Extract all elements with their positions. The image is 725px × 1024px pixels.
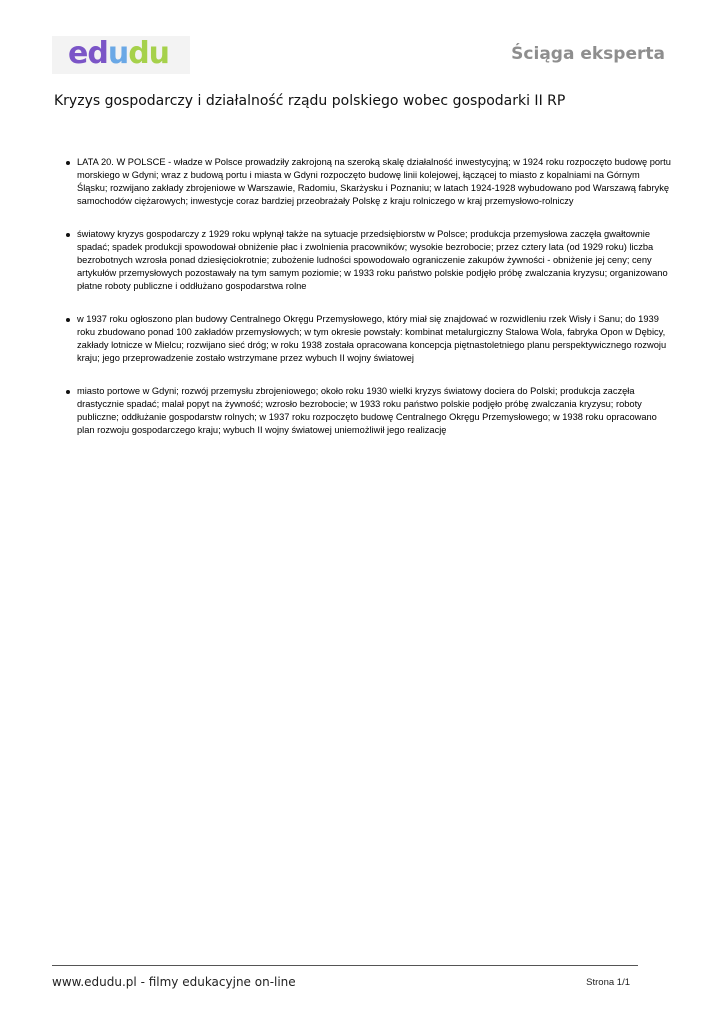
list-item-text: w 1937 roku ogłoszono plan budowy Centralnego Okręgu Przemysłowego, który miał się znajdować w rozwidleniu rzek Wisły i Sanu; do 1939 roku zbudowano ponad 100 zakładów przemysłowych; w tym okresie powstały: kombinat metalurgiczny Stalowa Wola, fabryka Opon w Dębicy, zakłady lotnicze w Mielcu; rozwijano sieć dróg; w roku 1938 została opracowana koncepcja piętnastoletniego planu perspektywicznego rozwoju kraju; jego przeprowadzenie zostało wstrzymane przez wybuch II wojny światowej	[77, 314, 667, 363]
brand-tagline: Ściąga eksperta	[511, 44, 665, 64]
list-item-text: światowy kryzys gospodarczy z 1929 roku wpłynął także na sytuacje przedsiębiorstw w Polsce; produkcja przemysłowa zaczęła gwałtownie spadać; spadek produkcji spowodował obniżenie płac i zwolnienia pracowników; wysokie bezrobocie; przez cztery lata (od 1929 roku) liczba bezrobotnych wzrosła ponad dziesięciokrotnie; zubożenie ludności spowodowało ograniczenie zakupów żywności - obniżenie jej ceny; ceny artykułów przemysłowych pozostawały na tym samym poziomie; w 1933 roku państwo polskie podjęło próbę zwalczania kryzysu; organizowano płatne roboty publiczne i oddłużano gospodarstwa rolne	[77, 229, 668, 291]
list-item	[66, 228, 671, 293]
logo-part-2: u	[107, 36, 129, 71]
footer-site-link[interactable]: www.edudu.pl - filmy edukacyjne on-line	[52, 975, 296, 989]
logo-part-3: du	[128, 36, 170, 71]
logo-wordmark	[68, 36, 169, 72]
bullet-icon	[66, 161, 70, 165]
bullet-icon	[66, 318, 70, 322]
bullet-list	[66, 156, 671, 457]
list-item-text: LATA 20. W POLSCE - władze w Polsce prowadziły zakrojoną na szeroką skalę działalność inwestycyjną; w 1924 roku rozpoczęto budowę portu morskiego w Gdyni; wraz z budową portu i miasta w Gdyni rozpoczęto budowę linii kolejowej, łączącej to miasto z kopalniami na Górnym Śląsku; rozwijano zakłady zbrojeniowe w Warszawie, Radomiu, Skarżysku i Poznaniu; w latach 1924-1928 wybudowano pod Warszawą fabrykę samochodów ciężarowych; inwestycje coraz bardziej przeobrażały Polskę z kraju rolniczego w kraj przemysłowo-rolniczy	[77, 157, 671, 206]
list-item	[66, 385, 671, 437]
document-title: Kryzys gospodarczy i działalność rządu polskiego wobec gospodarki II RP	[54, 93, 566, 109]
bullet-icon	[66, 233, 70, 237]
list-item-text: miasto portowe w Gdyni; rozwój przemysłu zbrojeniowego; około roku 1930 wielki kryzys światowy dociera do Polski; produkcja zaczęła drastycznie spadać; malał popyt na żywność; wzrosło bezrobocie; w 1933 roku państwo polskie podjęło próbę zwalczania kryzysu; roboty publiczne; oddłużanie gospodarstw rolnych; w 1937 roku rozpoczęto budowę Centralnego Okręgu Przemysłowego; w 1938 roku opracowano plan rozwoju gospodarczego kraju; wybuch II wojny światowej uniemożliwił jego realizację	[77, 386, 657, 435]
logo-part-1: ed	[68, 36, 108, 71]
bullet-icon	[66, 390, 70, 394]
page-number: Strona 1/1	[586, 977, 630, 988]
footer-divider	[52, 965, 638, 966]
edudu-logo	[52, 36, 190, 74]
list-item	[66, 156, 671, 208]
list-item	[66, 313, 671, 365]
